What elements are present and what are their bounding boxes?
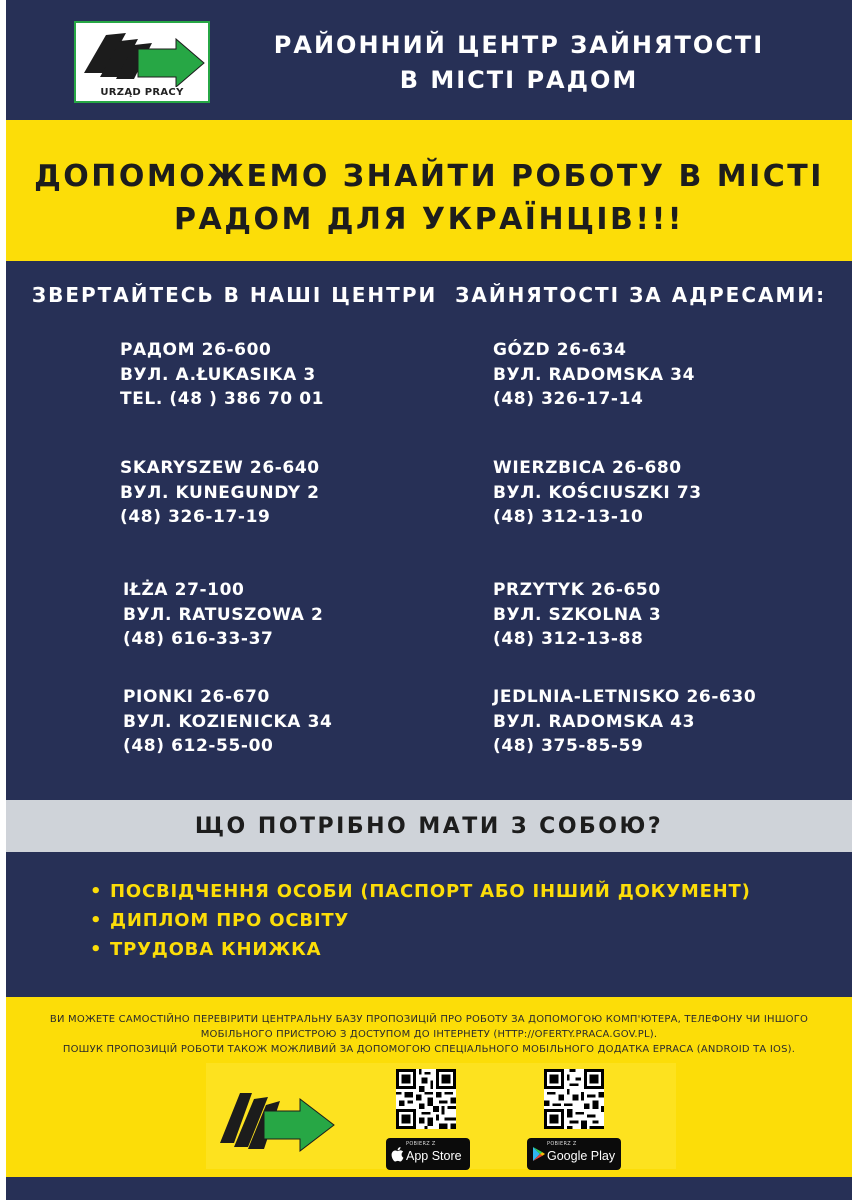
footer-note [20,1012,838,1057]
requirement-text: ДИПЛОМ ПРО ОСВІТУ [110,910,350,931]
app-store-small-label: POBIERZ Z [406,1141,436,1147]
bullet-icon: • [90,910,103,931]
office-street: ВУЛ. KUNEGUNDY 2 [120,482,320,503]
apple-icon [391,1146,404,1162]
office-street: ВУЛ. RADOMSKA 43 [493,711,696,732]
office-street: ВУЛ. KOZIENICKA 34 [123,711,333,732]
banner-line1: ДОПОМОЖЕМО ЗНАЙТИ РОБОТУ В МІСТІ [34,159,824,194]
banner-line2: РАДОМ ДЛЯ УКРАЇНЦІВ!!! [174,202,684,237]
footer-note-line3: ПОШУК ПРОПОЗИЦІЙ РОБОТИ ТАКОЖ МОЖЛИВИЙ ЗА ДОПОМОГОЮ СПЕЦІАЛЬНОГО МОБІЛЬНОГО ДОДАТКА EPRACA (ANDROID ТА IOS). [62,1044,796,1055]
office-phone: (48) 375-85-59 [493,736,644,756]
office-phone: (48) 616-33-37 [123,629,274,649]
office-city: GÓZD 26-634 [493,340,627,360]
office-radom [120,338,324,412]
requirements-list [90,877,751,964]
office-city: SKARYSZEW 26-640 [120,458,320,478]
poster [6,0,852,1200]
header [6,0,852,120]
office-pionki [123,685,332,759]
footer-note-line1: ВИ МОЖЕТЕ САМОСТІЙНО ПЕРЕВІРИТИ ЦЕНТРАЛЬНУ БАЗУ ПРОПОЗИЦІЙ ПРО РОБОТУ ЗА ДОПОМОГОЮ КОМП'ЮТЕРА, ТЕЛЕФОНУ ЧИ ІНШОГО [49,1014,809,1025]
app-store-button[interactable] [386,1138,470,1170]
office-jedlnia-letnisko [493,685,756,759]
office-street: ВУЛ. RATUSZOWA 2 [123,604,324,625]
office-city: WIERZBICA 26-680 [493,458,682,478]
office-street: ВУЛ. A.ŁUKASIKA 3 [120,364,316,385]
office-wierzbica [493,456,702,530]
requirement-text: ПОСВІДЧЕННЯ ОСОБИ (ПАСПОРТ АБО ІНШИЙ ДОКУМЕНТ) [110,881,751,902]
office-city: РАДОМ 26-600 [120,340,272,360]
google-play-icon [532,1146,545,1162]
office-city: JEDLNIA-LETNISKO 26-630 [493,687,757,707]
google-play-button[interactable] [527,1138,621,1170]
footer [6,997,852,1177]
office-przytyk [493,578,661,652]
header-title-line2: В МІСТІ РАДОМ [399,66,639,94]
office-phone: (48) 326-17-19 [120,507,271,527]
bullet-icon: • [90,881,103,902]
qr-code-google-play[interactable] [544,1069,604,1129]
office-gozd [493,338,695,412]
office-phone: (48) 312-13-10 [493,507,644,527]
google-play-label: Google Play [547,1149,616,1163]
requirements-heading: ЩО ПОТРІБНО МАТИ З СОБОЮ? [194,814,664,839]
logo-arrow-icon [80,27,206,87]
list-item [90,877,751,906]
list-item [90,906,751,935]
qr-code-icon [544,1069,604,1129]
qr-code-icon [396,1069,456,1129]
office-street: ВУЛ. RADOMSKA 34 [493,364,696,385]
bullet-icon: • [90,939,103,960]
office-city: PIONKI 26-670 [123,687,270,707]
list-item [90,935,751,964]
app-download-panel [206,1063,676,1169]
office-phone: (48) 612-55-00 [123,736,274,756]
app-store-label: App Store [406,1149,462,1163]
office-skaryszew [120,456,320,530]
office-city: IŁŻA 27-100 [123,580,245,600]
banner [6,120,852,261]
office-phone: (48) 326-17-14 [493,389,644,409]
office-phone: (48) 312-13-88 [493,629,644,649]
header-title-line1: РАЙОННИЙ ЦЕНТР ЗАЙНЯТОСТІ [273,31,765,59]
bottom-strip [6,1177,852,1200]
office-phone: TEL. (48 ) 386 70 01 [120,389,325,409]
footer-note-line2: МОБІЛЬНОГО ПРИСТРОЮ З ДОСТУПОМ ДО ІНТЕРНЕТУ (HTTP://OFERTY.PRACA.GOV.PL). [200,1029,658,1040]
office-street: ВУЛ. KOŚCIUSZKI 73 [493,482,702,503]
google-play-small-label: POBIERZ Z [547,1141,577,1147]
qr-code-app-store[interactable] [396,1069,456,1129]
addresses-heading: ЗВЕРТАЙТЕСЬ В НАШІ ЦЕНТРИ ЗАЙНЯТОСТІ ЗА АДРЕСАМИ: [31,283,827,307]
requirements-bar [6,800,852,852]
office-street: ВУЛ. SZKOLNA 3 [493,604,662,625]
office-ilza [123,578,323,652]
urzad-pracy-logo-icon [218,1083,338,1155]
requirement-text: ТРУДОВА КНИЖКА [110,939,322,960]
office-city: PRZYTYK 26-650 [493,580,661,600]
urzad-pracy-logo [74,21,210,103]
logo-label: URZĄD PRACY [100,87,184,98]
header-title [234,28,804,98]
banner-title [6,155,852,241]
